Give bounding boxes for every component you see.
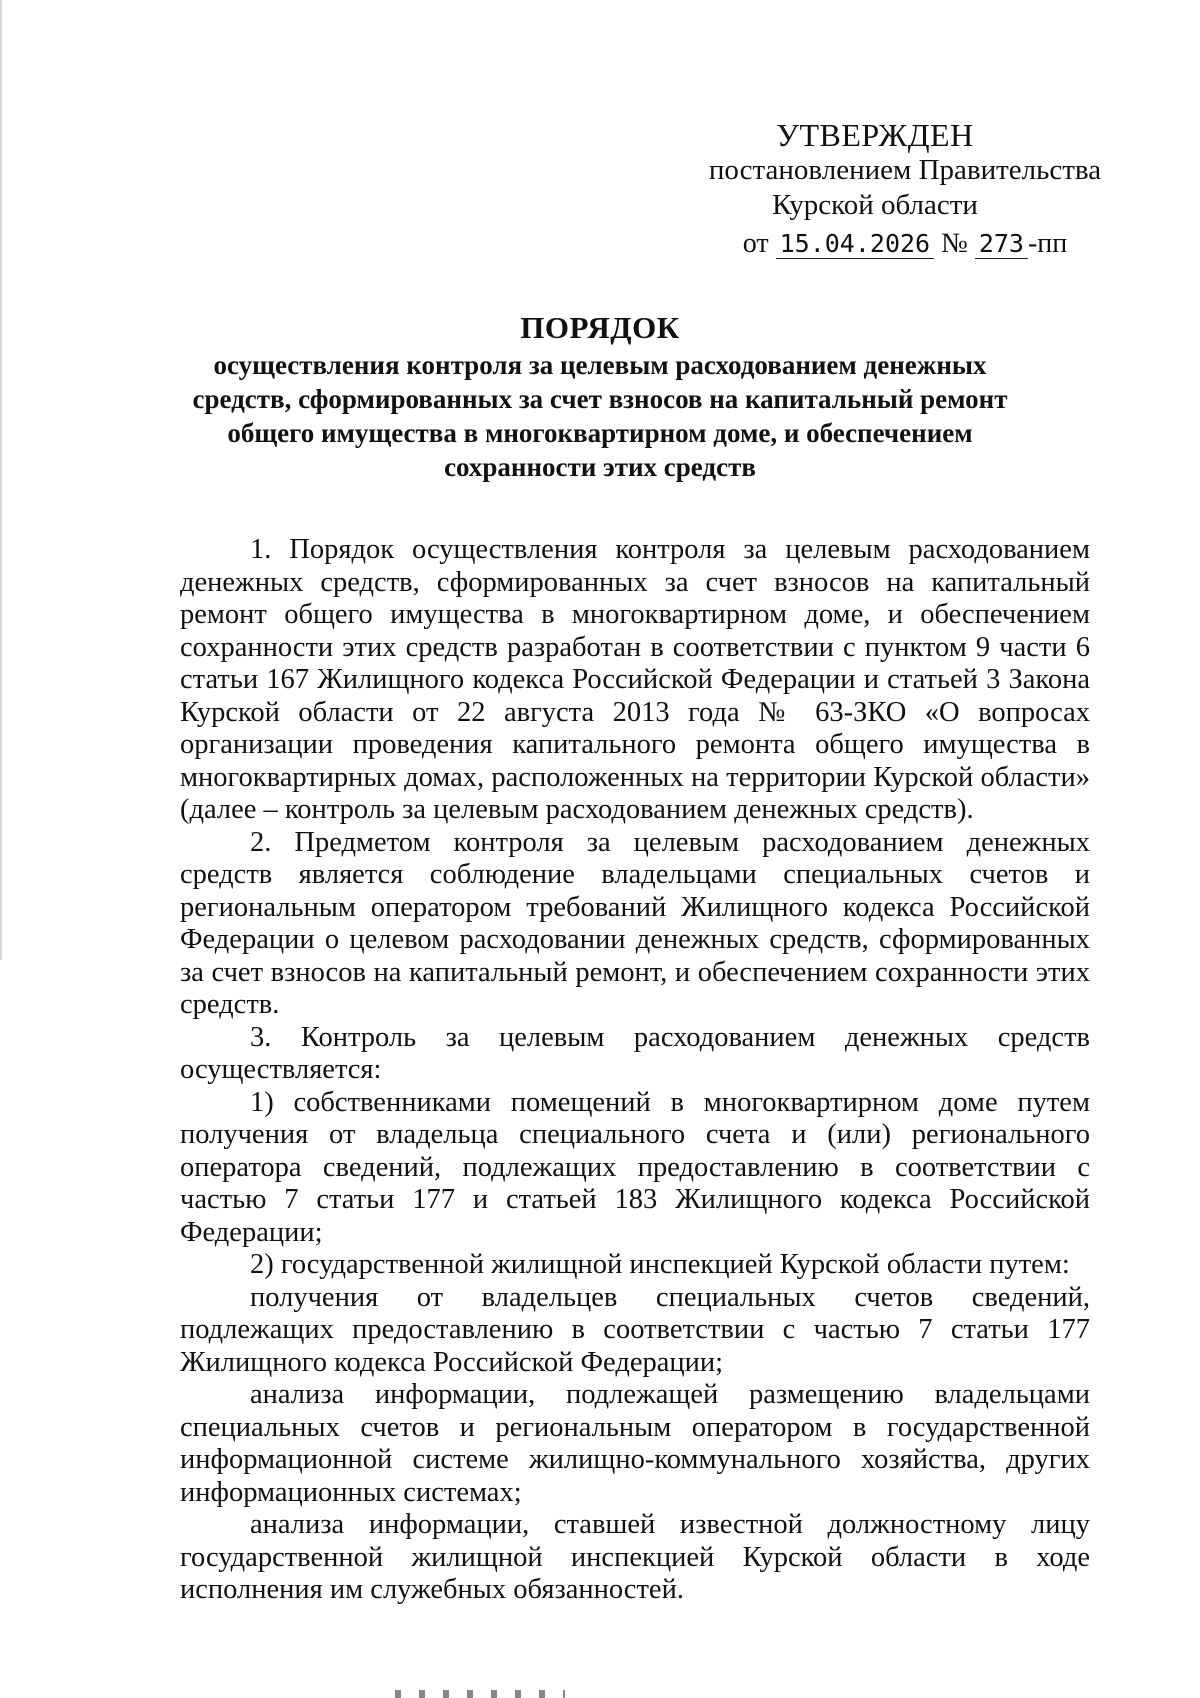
bottom-scan-marks <box>395 1690 565 1698</box>
paragraph-3-1: 1) собственниками помещений в многоквартирном доме путем получения от владельца специального счета и (или) регионального оператора сведений, подлежащих предоставлению в соответствии с частью 7 статьи 177 и статьей 183 Жилищного кодекса Российской Федерации; <box>180 1086 1090 1248</box>
scan-edge <box>0 0 2 960</box>
title-line-3: общего имущества в многоквартирном доме, и обеспечением <box>227 418 973 448</box>
paragraph-3: 3. Контроль за целевым расходованием денежных средств осуществляется: <box>180 1021 1090 1085</box>
paragraph-2: 2. Предметом контроля за целевым расходованием денежных средств является соблюдение владельцами специальных счетов и региональным оператором требований Жилищного кодекса Российской Федерации о целевом расходовании денежных средств, сформированных за счет взносов на капитальный ремонт, и обеспечением сохранности этих средств. <box>180 826 1090 1020</box>
document-title <box>180 308 1020 484</box>
paragraph-1: 1. Порядок осуществления контроля за целевым расходованием денежных средств, сформированных за счет взносов на капитальный ремонт общего имущества в многоквартирном доме, и обеспечением сохранности этих средств разработан в соответствии с пунктом 9 части 6 статьи 167 Жилищного кодекса Российской Федерации и статьей 3 Закона Курской области от 22 августа 2013 года № 63-ЗКО «О вопросах организации проведения капитального ремонта общего имущества в многоквартирных домах, расположенных на территории Курской области» (далее – контроль за целевым расходованием денежных средств). <box>180 534 1090 825</box>
paragraph-3-2-a: получения от владельцев специальных счетов сведений, подлежащих предоставлению в соответствии с частью 7 статьи 177 Жилищного кодекса Российской Федерации; <box>180 1281 1090 1378</box>
approval-block <box>640 118 1110 261</box>
approval-stamp: УТВЕРЖДЕН <box>776 117 974 153</box>
approval-suffix: -пп <box>1027 228 1068 259</box>
approval-number: 273 <box>975 230 1028 259</box>
title-line-2: средств, сформированных за счет взносов на капитальный ремонт <box>192 384 1008 414</box>
approval-number-sign: № <box>941 228 968 259</box>
approval-date-line <box>640 226 1110 261</box>
paragraph-3-2: 2) государственной жилищной инспекцией Курской области путем: <box>250 1249 1070 1280</box>
approval-date: 15.04.2026 <box>776 230 935 259</box>
document-body <box>180 534 1090 1607</box>
approval-line-2: Курской области <box>772 189 978 221</box>
approval-from: от <box>742 228 769 259</box>
title-heading: ПОРЯДОК <box>520 310 680 345</box>
paragraph-3-2-c: анализа информации, ставшей известной должностному лицу государственной жилищной инспекцией Курской области в ходе исполнения им служебных обязанностей. <box>180 1509 1090 1605</box>
approval-line-1: постановлением Правительства <box>708 154 1102 186</box>
title-line-4: сохранности этих средств <box>444 452 756 482</box>
title-line-1: осуществления контроля за целевым расходованием денежных <box>213 350 987 380</box>
paragraph-3-2-b: анализа информации, подлежащей размещению владельцами специальных счетов и региональным оператором в государственной информационной системе жилищно-коммунального хозяйства, других информационных системах; <box>180 1379 1090 1508</box>
